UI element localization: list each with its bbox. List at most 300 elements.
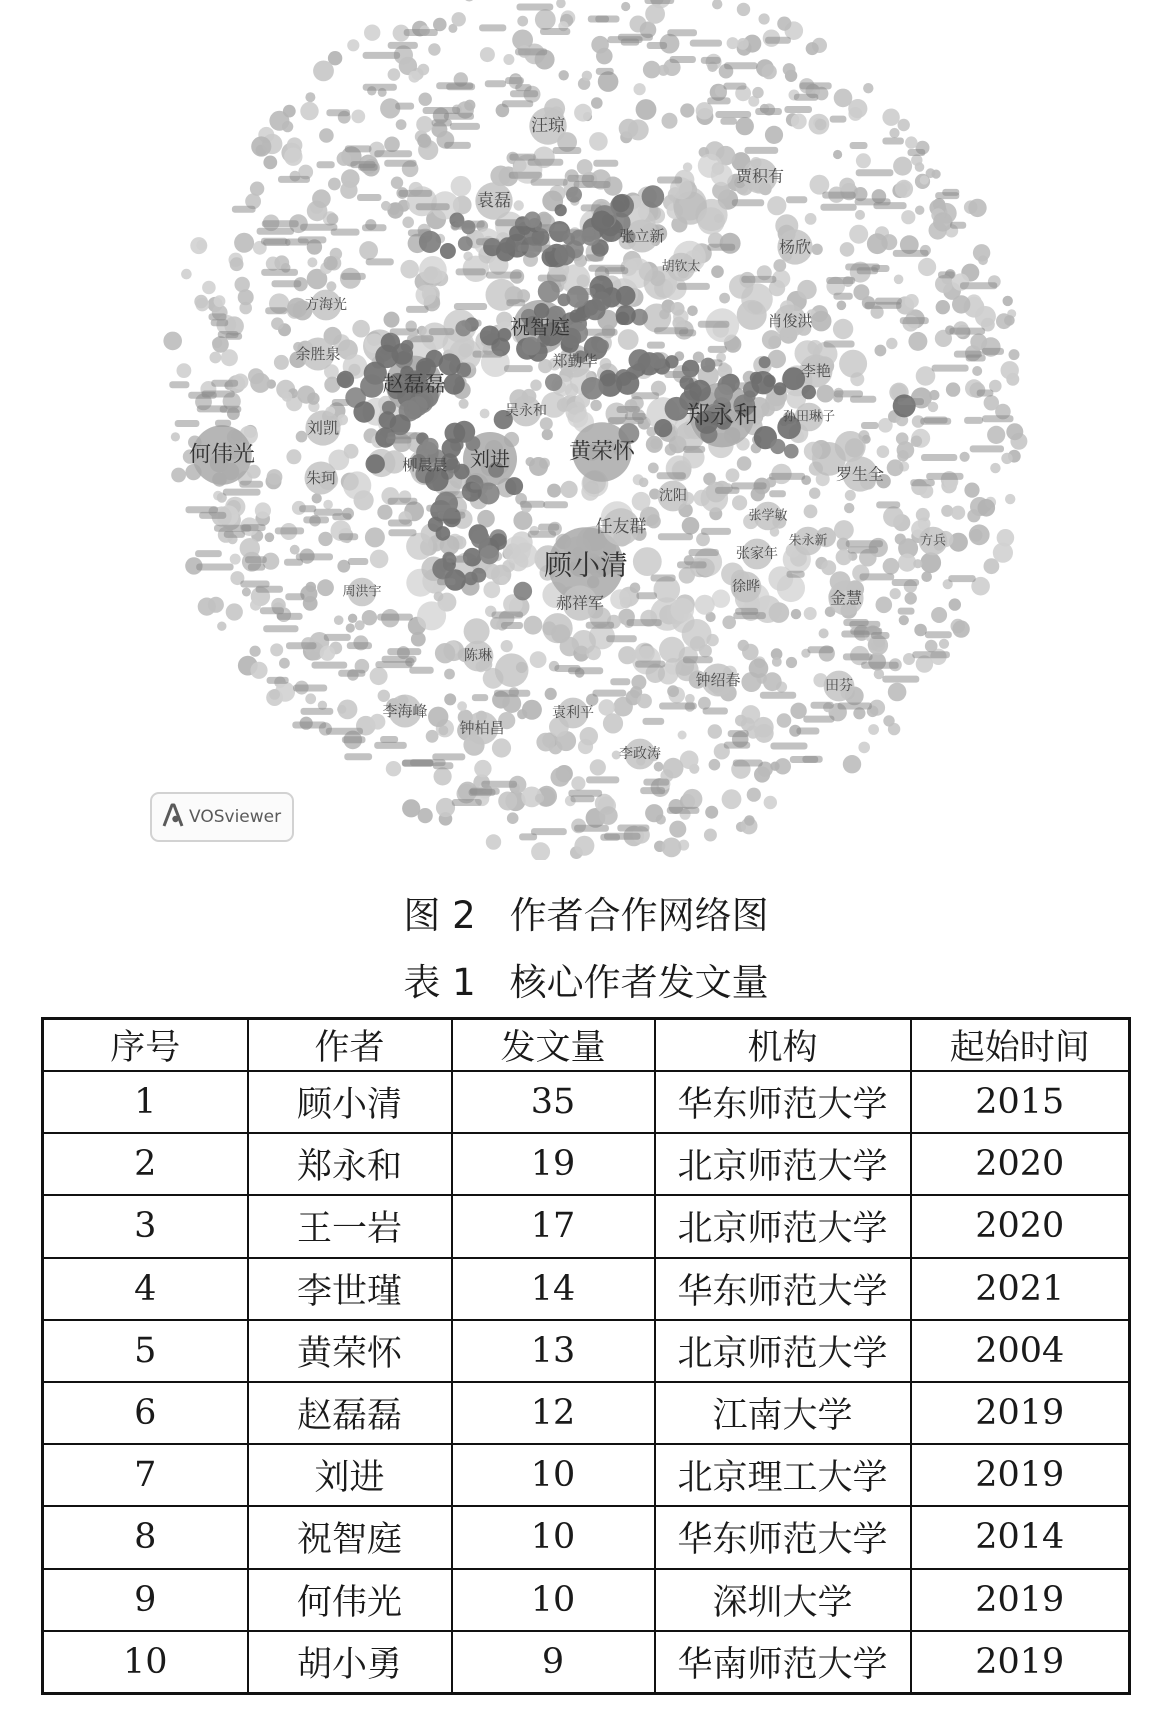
- network-node: [916, 508, 930, 522]
- network-node: [925, 640, 938, 653]
- network-cluster-node: [654, 419, 672, 437]
- network-node-label: 汪琼: [531, 116, 565, 136]
- network-minor-label: [568, 790, 602, 797]
- network-node: [513, 511, 532, 530]
- network-node: [540, 417, 553, 430]
- table-number: 表 1: [403, 961, 476, 1004]
- network-minor-label: [358, 164, 378, 171]
- network-node-label: 张学敏: [748, 508, 788, 524]
- network-minor-label: [664, 371, 696, 378]
- network-minor-label: [416, 203, 450, 210]
- network-cluster-node: [612, 195, 630, 213]
- network-node: [480, 409, 490, 419]
- network-minor-label: [658, 533, 693, 540]
- network-minor-label: [265, 307, 287, 314]
- network-cluster-node: [555, 204, 567, 216]
- network-node: [773, 259, 786, 272]
- network-node: [765, 126, 783, 144]
- network-node: [577, 159, 593, 175]
- network-node: [726, 468, 740, 482]
- network-node-label: 胡钦太: [661, 259, 701, 275]
- network-node: [920, 175, 929, 184]
- network-node: [388, 68, 401, 81]
- network-minor-label: [657, 472, 686, 479]
- network-node: [457, 701, 467, 711]
- network-node: [821, 560, 836, 575]
- network-minor-label: [375, 661, 412, 668]
- network-node: [318, 532, 332, 546]
- network-minor-label: [593, 160, 618, 167]
- network-minor-label: [495, 219, 529, 226]
- network-minor-label: [387, 648, 421, 655]
- network-node: [804, 607, 817, 620]
- cell-index: 3: [43, 1195, 248, 1257]
- figure-caption: [0, 894, 1172, 938]
- network-node: [498, 792, 517, 811]
- network-minor-label: [760, 692, 796, 699]
- network-minor-label: [643, 779, 669, 786]
- cell-paper-count: 17: [452, 1195, 655, 1257]
- network-minor-label: [388, 520, 412, 527]
- table-row: [43, 1444, 1130, 1506]
- network-node: [777, 17, 791, 31]
- network-minor-label: [703, 708, 728, 715]
- network-cluster-node: [458, 236, 473, 251]
- network-minor-label: [481, 781, 517, 788]
- network-node-label: 沈阳: [659, 488, 687, 504]
- cell-index: 4: [43, 1258, 248, 1320]
- network-node: [492, 738, 511, 757]
- network-node: [647, 514, 661, 528]
- network-node: [531, 842, 550, 860]
- network-minor-label: [272, 280, 302, 287]
- network-minor-label: [822, 192, 856, 199]
- network-minor-label: [627, 619, 662, 626]
- network-minor-label: [741, 276, 776, 283]
- network-minor-label: [640, 787, 665, 794]
- network-cluster-node: [353, 401, 374, 422]
- network-minor-label: [861, 422, 879, 429]
- network-minor-label: [470, 788, 500, 795]
- cell-paper-count: 10: [452, 1444, 655, 1506]
- network-minor-label: [515, 84, 531, 91]
- network-node: [378, 690, 390, 702]
- network-node-label: 吴永和: [505, 403, 547, 419]
- network-node: [894, 275, 904, 285]
- network-minor-label: [850, 142, 868, 149]
- network-minor-label: [188, 392, 217, 399]
- network-node: [654, 762, 664, 772]
- network-node: [772, 657, 782, 667]
- network-cluster-node: [597, 340, 609, 352]
- network-node: [459, 399, 469, 409]
- network-node: [685, 694, 695, 704]
- network-node: [334, 615, 344, 625]
- network-node: [384, 137, 400, 153]
- network-node: [968, 199, 986, 217]
- network-minor-label: [540, 28, 570, 35]
- network-minor-label: [169, 381, 189, 388]
- network-node: [646, 436, 663, 453]
- network-node: [283, 105, 296, 118]
- cell-author: 赵磊磊: [248, 1382, 452, 1444]
- network-cluster-node: [514, 582, 533, 601]
- network-node: [610, 589, 630, 609]
- network-minor-label: [667, 29, 697, 36]
- network-minor-label: [690, 40, 722, 47]
- network-node: [744, 815, 755, 826]
- network-cluster-node: [509, 225, 525, 241]
- network-node-label: 任友群: [595, 517, 647, 537]
- network-minor-label: [501, 622, 523, 629]
- network-node-label: 贾积有: [735, 166, 785, 186]
- network-node: [416, 285, 437, 306]
- network-minor-label: [186, 506, 219, 513]
- network-node: [913, 559, 922, 568]
- network-node: [312, 493, 322, 503]
- network-node: [737, 38, 749, 50]
- network-minor-label: [377, 614, 413, 621]
- cell-start-year: 2021: [911, 1258, 1130, 1320]
- network-node: [764, 796, 777, 809]
- network-minor-label: [332, 399, 350, 406]
- network-node: [202, 281, 216, 295]
- network-node: [632, 492, 651, 511]
- network-node-label: 郑永和: [686, 401, 758, 429]
- network-minor-label: [585, 254, 604, 261]
- network-node: [323, 500, 333, 510]
- network-minor-label: [554, 665, 580, 672]
- network-minor-label: [195, 550, 222, 557]
- network-minor-label: [470, 483, 493, 490]
- cell-institution: 北京师范大学: [655, 1195, 911, 1257]
- network-node: [809, 488, 820, 499]
- cell-institution: 江南大学: [655, 1382, 911, 1444]
- network-node-label: 何伟光: [188, 442, 256, 468]
- network-node: [747, 788, 761, 802]
- network-minor-label: [299, 505, 316, 512]
- network-node: [849, 225, 868, 244]
- network-minor-label: [873, 202, 906, 209]
- network-node: [499, 576, 508, 585]
- network-minor-label: [245, 556, 267, 563]
- network-minor-label: [476, 238, 499, 245]
- network-node: [265, 533, 275, 543]
- network-node: [696, 102, 713, 119]
- network-node: [749, 658, 769, 678]
- network-node-label: 钟柏昌: [459, 719, 505, 737]
- network-node: [634, 83, 646, 95]
- network-minor-label: [423, 107, 461, 114]
- network-node: [547, 484, 561, 498]
- network-node: [886, 338, 897, 349]
- network-node: [645, 804, 663, 822]
- network-node: [590, 400, 601, 411]
- network-node: [1003, 296, 1013, 306]
- network-node: [663, 758, 684, 779]
- network-minor-label: [932, 365, 969, 372]
- network-node: [929, 390, 939, 400]
- network-node: [1001, 453, 1012, 464]
- network-node: [680, 103, 694, 117]
- network-node: [895, 534, 906, 545]
- table-body: [43, 1071, 1130, 1694]
- network-minor-label: [617, 406, 640, 413]
- network-node: [300, 102, 318, 120]
- network-minor-label: [636, 592, 657, 599]
- network-node: [621, 2, 630, 11]
- network-node: [250, 662, 267, 679]
- network-minor-label: [248, 564, 265, 571]
- network-minor-label: [223, 489, 261, 496]
- network-minor-label: [707, 97, 730, 104]
- network-node: [348, 614, 357, 623]
- network-node: [444, 693, 456, 705]
- network-minor-label: [535, 224, 567, 231]
- network-node: [327, 213, 339, 225]
- network-minor-label: [342, 736, 366, 743]
- network-node: [313, 61, 334, 82]
- header-institution: 机构: [655, 1019, 911, 1072]
- network-node: [590, 759, 606, 775]
- network-minor-label: [596, 68, 614, 75]
- network-node: [1009, 349, 1020, 360]
- network-node: [269, 689, 280, 700]
- cell-index: 8: [43, 1506, 248, 1568]
- network-node: [451, 176, 472, 197]
- network-minor-label: [473, 351, 503, 358]
- network-node: [759, 13, 770, 24]
- network-node: [517, 709, 527, 719]
- network-minor-label: [960, 282, 997, 289]
- network-node: [719, 293, 730, 304]
- network-node: [687, 306, 698, 317]
- network-node-label: 张家年: [736, 546, 778, 562]
- network-node: [370, 667, 388, 685]
- network-node: [987, 426, 1005, 444]
- network-cluster-node: [464, 572, 478, 586]
- network-minor-label: [701, 57, 721, 64]
- cell-paper-count: 19: [452, 1133, 655, 1195]
- network-node: [255, 502, 271, 518]
- network-node: [753, 717, 774, 738]
- cell-start-year: 2019: [911, 1631, 1130, 1694]
- network-minor-label: [543, 501, 568, 508]
- network-node: [806, 42, 819, 55]
- network-node: [811, 244, 822, 255]
- cell-author: 李世瑾: [248, 1258, 452, 1320]
- network-minor-label: [339, 533, 359, 540]
- network-node-label: 杨欣: [778, 237, 812, 257]
- network-node: [708, 724, 722, 738]
- cell-institution: 北京理工大学: [655, 1444, 911, 1506]
- network-node: [888, 683, 907, 702]
- network-node: [484, 564, 500, 580]
- network-minor-label: [651, 575, 676, 582]
- network-node: [351, 110, 365, 124]
- network-minor-label: [440, 491, 471, 498]
- network-node: [736, 117, 754, 135]
- network-minor-label: [528, 159, 564, 166]
- network-minor-label: [256, 586, 283, 593]
- network-node: [250, 182, 264, 196]
- network-minor-label: [332, 513, 351, 520]
- network-node: [662, 838, 682, 858]
- network-minor-label: [659, 703, 697, 710]
- network-minor-label: [882, 138, 904, 145]
- network-minor-label: [502, 100, 533, 107]
- network-node: [270, 643, 283, 656]
- network-minor-label: [765, 37, 791, 44]
- network-node: [572, 630, 596, 654]
- network-node: [574, 104, 592, 122]
- network-minor-label: [982, 415, 1013, 422]
- figure-title: 作者合作网络图: [509, 894, 769, 937]
- figure-number: 图 2: [403, 894, 476, 937]
- network-minor-label: [770, 743, 807, 750]
- network-node: [671, 598, 695, 622]
- network-minor-label: [257, 228, 294, 235]
- network-node-label: 李艳: [800, 362, 832, 380]
- network-minor-label: [326, 109, 350, 116]
- network-node: [709, 759, 721, 771]
- network-cluster-node: [445, 423, 466, 444]
- network-minor-label: [800, 82, 832, 89]
- cell-paper-count: 10: [452, 1506, 655, 1568]
- network-node: [535, 794, 544, 803]
- network-node: [905, 592, 917, 604]
- network-node: [990, 463, 1000, 473]
- network-minor-label: [705, 359, 722, 366]
- network-node: [599, 806, 618, 825]
- network-cluster-node: [337, 371, 354, 388]
- network-node: [817, 385, 835, 403]
- network-node: [811, 311, 832, 332]
- network-node: [659, 637, 685, 663]
- network-node: [214, 295, 226, 307]
- network-node: [667, 685, 679, 697]
- network-minor-label: [769, 490, 786, 497]
- network-minor-label: [450, 123, 480, 130]
- network-node: [763, 672, 782, 691]
- network-minor-label: [479, 24, 506, 31]
- network-minor-label: [733, 760, 763, 767]
- network-node: [400, 260, 419, 279]
- network-minor-label: [856, 169, 894, 176]
- network-node: [419, 93, 432, 106]
- network-node: [630, 583, 641, 594]
- network-minor-label: [345, 145, 372, 152]
- network-minor-label: [908, 149, 926, 156]
- network-node: [542, 429, 553, 440]
- network-cluster-node: [616, 305, 636, 325]
- network-node: [662, 113, 678, 129]
- network-node: [501, 640, 513, 652]
- network-minor-label: [677, 283, 710, 290]
- network-node: [452, 12, 466, 26]
- network-node: [171, 432, 180, 441]
- cell-author: 王一岩: [248, 1195, 452, 1257]
- network-cluster-node: [505, 477, 523, 495]
- network-node: [683, 162, 692, 171]
- network-minor-label: [347, 642, 372, 649]
- network-node: [409, 71, 421, 83]
- table-row: [43, 1071, 1130, 1133]
- network-minor-label: [912, 651, 950, 658]
- cell-start-year: 2019: [911, 1444, 1130, 1506]
- network-node: [918, 258, 936, 276]
- network-node: [960, 452, 970, 462]
- network-node: [402, 799, 420, 817]
- cell-paper-count: 35: [452, 1071, 655, 1133]
- network-node: [837, 301, 847, 311]
- network-node: [435, 643, 455, 663]
- network-node: [196, 240, 207, 251]
- network-node: [328, 178, 341, 191]
- network-node: [722, 789, 742, 809]
- network-node: [905, 136, 917, 148]
- network-minor-label: [925, 631, 952, 638]
- network-node: [762, 64, 777, 79]
- network-node: [347, 39, 359, 51]
- network-minor-label: [647, 342, 665, 349]
- network-node: [1006, 423, 1023, 440]
- network-node: [933, 212, 952, 231]
- network-node: [735, 715, 747, 727]
- network-minor-label: [531, 828, 567, 835]
- network-node: [843, 755, 861, 773]
- network-node: [250, 373, 270, 393]
- network-minor-label: [631, 392, 659, 399]
- network-minor-label: [841, 631, 869, 638]
- network-node: [377, 505, 392, 520]
- network-minor-label: [593, 690, 627, 697]
- network-node: [340, 182, 357, 199]
- table-title: 核心作者发文量: [509, 961, 769, 1004]
- cell-author: 刘进: [248, 1444, 452, 1506]
- network-minor-label: [398, 190, 432, 197]
- network-cluster-node: [545, 374, 562, 391]
- network-node: [217, 622, 226, 631]
- network-node: [384, 312, 400, 328]
- network-node: [619, 119, 639, 139]
- network-node-label: 顾小清: [543, 548, 629, 582]
- network-node: [391, 177, 403, 189]
- network-minor-label: [838, 703, 872, 710]
- network-minor-label: [218, 331, 239, 338]
- network-node: [370, 550, 389, 569]
- network-node: [274, 355, 289, 370]
- network-node: [282, 391, 293, 402]
- network-minor-label: [683, 656, 713, 663]
- network-node: [618, 329, 639, 350]
- network-node: [678, 731, 687, 740]
- cell-institution: 华东师范大学: [655, 1258, 911, 1320]
- network-minor-label: [363, 52, 401, 59]
- network-cluster-node: [591, 211, 612, 232]
- network-node: [364, 25, 380, 41]
- network-minor-label: [341, 273, 366, 280]
- network-minor-label: [698, 321, 730, 328]
- cell-start-year: 2019: [911, 1382, 1130, 1444]
- network-minor-label: [338, 670, 365, 677]
- network-minor-label: [366, 258, 394, 265]
- network-minor-label: [720, 118, 737, 125]
- cell-start-year: 2019: [911, 1569, 1130, 1631]
- network-minor-label: [317, 161, 335, 168]
- network-node: [815, 119, 827, 131]
- network-minor-label: [285, 239, 309, 246]
